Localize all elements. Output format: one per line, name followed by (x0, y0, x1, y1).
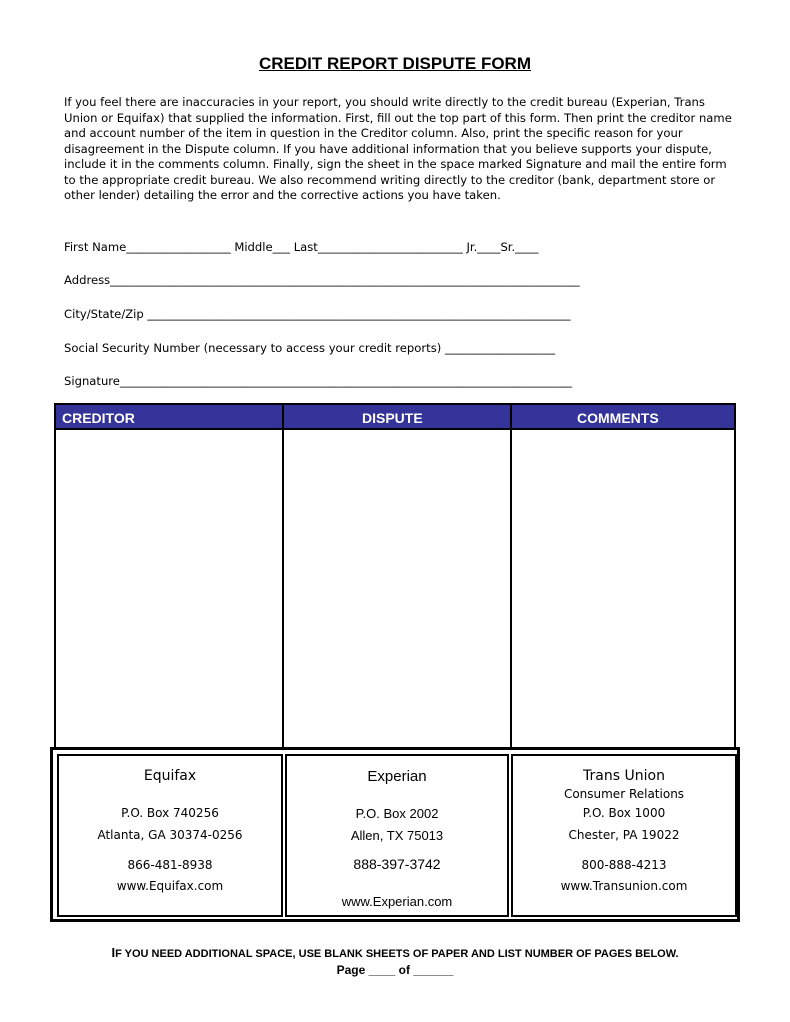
city-state-zip-field[interactable]: City/State/Zip _________________________________________________________________________ (64, 307, 571, 321)
bureau-addresses (50, 747, 740, 922)
bureau-city: Allen, TX 75013 (350, 828, 444, 843)
dispute-cell[interactable] (284, 430, 510, 748)
col-dispute-header: DISPUTE (362, 410, 423, 426)
bureau-phone: 888-397-3742 (353, 856, 441, 872)
additional-space-note (0, 945, 790, 960)
bureau-phone: 866-481-8938 (127, 858, 213, 872)
name-field[interactable]: First Name__________________ Middle___ Last_________________________ Jr.____Sr.____ (64, 240, 539, 254)
equifax-card (57, 754, 283, 917)
bureau-phone: 800-888-4213 (581, 858, 667, 872)
experian-card (285, 754, 509, 917)
form-title: CREDIT REPORT DISPUTE FORM (258, 54, 531, 73)
creditor-cell[interactable] (56, 430, 282, 748)
comments-cell[interactable] (512, 430, 734, 748)
bureau-department: Consumer Relations (563, 787, 685, 801)
bureau-name: Experian (367, 768, 427, 785)
note-first-letter: I (111, 945, 116, 960)
signature-field[interactable]: Signature______________________________________________________________________________ (64, 374, 573, 388)
bureau-po-box: P.O. Box 740256 (121, 806, 219, 820)
col-creditor-header: CREDITOR (62, 410, 135, 426)
bureau-city: Chester, PA 19022 (568, 828, 680, 842)
bureau-po-box: P.O. Box 2002 (355, 806, 439, 821)
ssn-field[interactable]: Social Security Number (necessary to access your credit reports) ___________________ (64, 341, 556, 355)
note-text: F YOU NEED ADDITIONAL SPACE, USE BLANK SHEETS OF PAPER AND LIST NUMBER OF PAGES BELOW. (115, 948, 679, 960)
transunion-card (511, 754, 737, 917)
table-header (56, 405, 734, 430)
instructions-paragraph: If you feel there are inaccuracies in your report, you should write directly to the credit bureau (Experian, Trans Union or Equifax) that supplied the information. First, fill out the top part of this form. Then print the creditor name and account number of the item in question in the Creditor column. Also, print the specific reason for your disagreement in the Dispute column. If you have additional information that you believe supports your dispute, include it in the comments column. Finally, sign the sheet in the space marked Signature and mail the entire form to the appropriate credit bureau. We also recommend writing directly to the creditor (bank, department store or other lender) detailing the error and the corrective actions you have taken. (64, 95, 732, 202)
bureau-website: www.Transunion.com (560, 879, 688, 893)
col-comments-header: COMMENTS (577, 410, 659, 426)
bureau-city: Atlanta, GA 30374-0256 (97, 828, 243, 842)
bureau-website: www.Equifax.com (116, 879, 224, 893)
bureau-name: Equifax (143, 768, 197, 784)
page-count-field[interactable]: Page ____ of ______ (336, 963, 454, 977)
address-field[interactable]: Address_________________________________________________________________________________ (64, 273, 580, 287)
bureau-po-box: P.O. Box 1000 (582, 806, 666, 820)
bureau-website: www.Experian.com (341, 894, 453, 909)
bureau-name: Trans Union (583, 768, 665, 784)
dispute-table (54, 403, 736, 750)
